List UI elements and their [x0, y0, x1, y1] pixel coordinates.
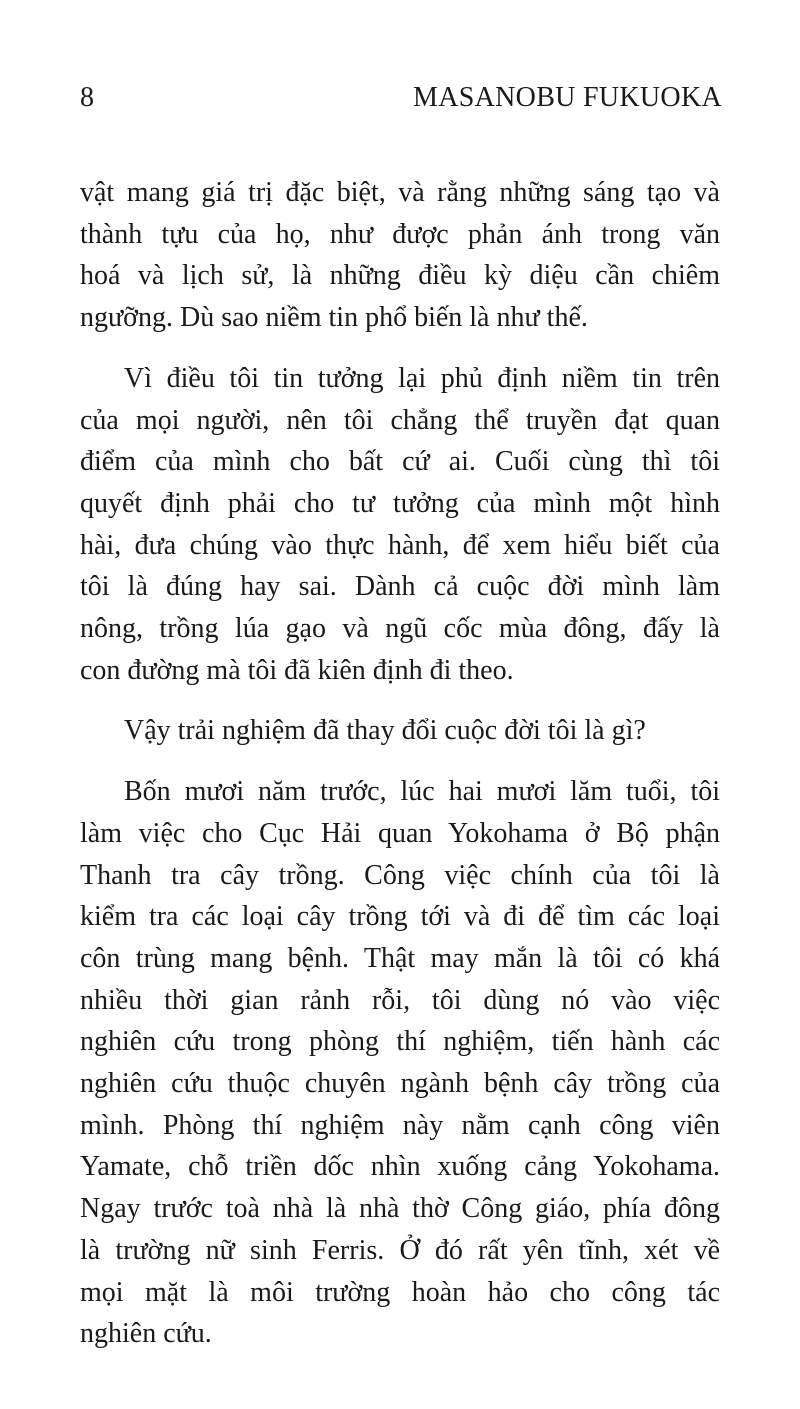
text-line: mình. Phòng thí nghiệm này nằm cạnh công viên: [80, 1109, 720, 1141]
paragraph: [80, 771, 720, 1355]
paragraph: [80, 710, 720, 752]
text-line: vật mang giá trị đặc biệt, và rằng những sáng tạo và: [80, 177, 720, 208]
text-line: Bốn mươi năm trước, lúc hai mươi lăm tuổi, tôi: [124, 776, 720, 808]
text-line: mọi mặt là môi trường hoàn hảo cho công tác: [80, 1276, 720, 1308]
paragraph: [80, 358, 720, 692]
text-line: tôi là đúng hay sai. Dành cả cuộc đời mình làm: [80, 571, 720, 603]
text-line: nghiên cứu thuộc chuyên ngành bệnh cây trồng của: [80, 1068, 720, 1100]
text-line: nghiên cứu trong phòng thí nghiệm, tiến hành các: [80, 1026, 720, 1058]
text-line: làm việc cho Cục Hải quan Yokohama ở Bộ phận: [80, 817, 720, 849]
text-line: kiểm tra các loại cây trồng tới và đi để tìm các loại: [80, 901, 720, 933]
text-line: Ngay trước toà nhà là nhà thờ Công giáo, phía đông: [80, 1193, 720, 1225]
running-header: [80, 82, 722, 122]
text-line: quyết định phải cho tư tưởng của mình một hình: [80, 487, 720, 519]
text-line: nhiều thời gian rảnh rỗi, tôi dùng nó vào việc: [80, 984, 720, 1016]
running-title: MASANOBU FUKUOKA: [413, 82, 722, 113]
text-line: là trường nữ sinh Ferris. Ở đó rất yên tĩnh, xét về: [80, 1234, 720, 1266]
paragraph: [80, 172, 720, 339]
body-text: [80, 172, 720, 1374]
text-line: thành tựu của họ, như được phản ánh trong văn: [80, 218, 720, 250]
page-number: 8: [80, 82, 95, 113]
text-line: nghiên cứu.: [80, 1318, 212, 1350]
text-line: côn trùng mang bệnh. Thật may mắn là tôi có khá: [80, 942, 720, 974]
text-line: hài, đưa chúng vào thực hành, để xem hiểu biết của: [80, 529, 720, 561]
text-line: Thanh tra cây trồng. Công việc chính của tôi là: [80, 859, 720, 891]
text-line: ngưỡng. Dù sao niềm tin phổ biến là như thế.: [80, 302, 588, 334]
text-line: của mọi người, nên tôi chẳng thể truyền đạt quan: [80, 404, 720, 436]
text-line: Yamate, chỗ triền dốc nhìn xuống cảng Yokohama.: [80, 1151, 720, 1183]
text-line: Vậy trải nghiệm đã thay đổi cuộc đời tôi là gì?: [124, 715, 646, 747]
text-line: nông, trồng lúa gạo và ngũ cốc mùa đông, đấy là: [80, 613, 720, 645]
text-line: Vì điều tôi tin tưởng lại phủ định niềm tin trên: [124, 362, 720, 394]
text-line: con đường mà tôi đã kiên định đi theo.: [80, 654, 514, 686]
text-line: hoá và lịch sử, là những điều kỳ diệu cần chiêm: [80, 260, 720, 292]
text-line: điểm của mình cho bất cứ ai. Cuối cùng thì tôi: [80, 446, 720, 478]
